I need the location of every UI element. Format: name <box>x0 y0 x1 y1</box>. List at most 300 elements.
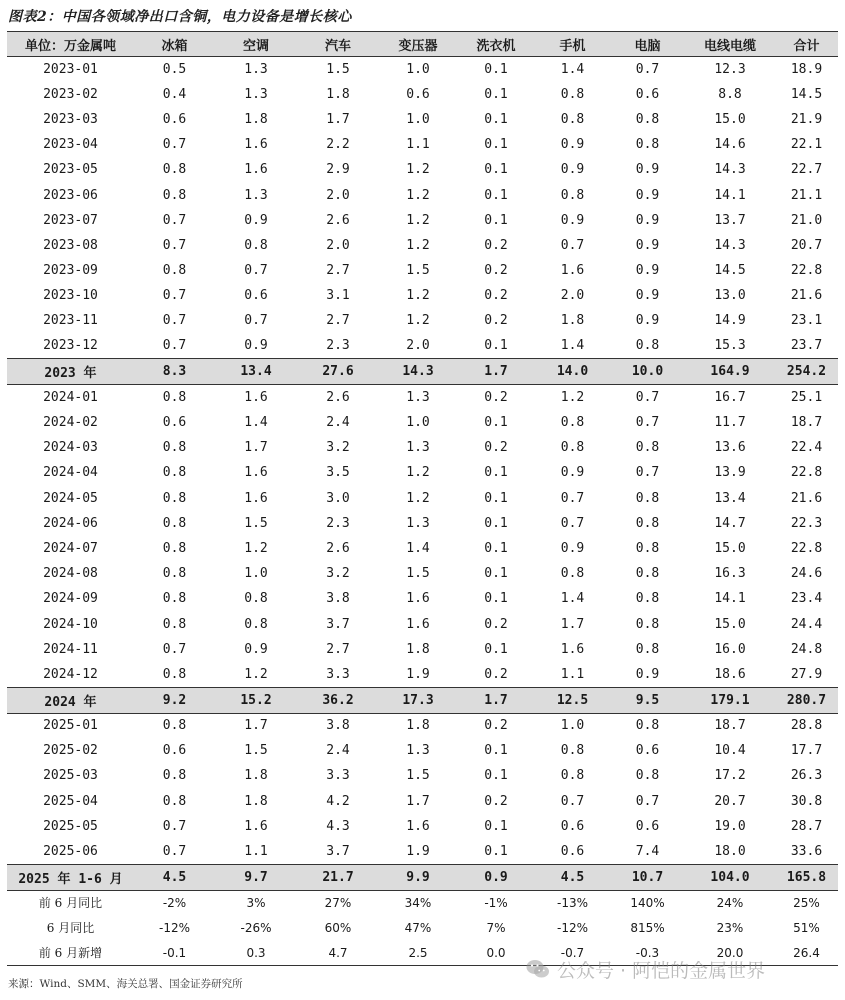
cell-period: 2024-08 <box>43 566 98 582</box>
cell-phone: 1.6 <box>560 641 585 657</box>
header-computer: 电脑 <box>610 32 685 57</box>
cell-washing-machine: 1.7 <box>457 687 535 713</box>
cell-transformer: 1.0 <box>406 415 430 431</box>
cell-air-conditioner: 0.7 <box>244 263 268 279</box>
cell-car: 3.2 <box>326 440 350 456</box>
cell-total: 14.5 <box>790 86 823 102</box>
cell-period: 2023-03 <box>43 111 98 127</box>
cell-air-conditioner: 1.3 <box>244 86 268 102</box>
cell-car: 4.7 <box>297 941 379 966</box>
cell-transformer: 1.8 <box>406 641 430 657</box>
cell-phone: 0.8 <box>560 86 585 102</box>
cell-wire-cable: 14.3 <box>714 237 746 253</box>
cell-car: 60% <box>324 920 352 935</box>
cell-wire-cable: 14.9 <box>714 313 746 329</box>
cell-computer: 0.9 <box>635 212 660 228</box>
cell-transformer: 1.2 <box>406 288 430 304</box>
cell-computer: 140% <box>630 895 665 910</box>
cell-transformer: 14.3 <box>379 359 457 385</box>
cell-transformer: 1.2 <box>406 162 430 178</box>
cell-wire-cable: 14.3 <box>714 162 746 178</box>
cell-washing-machine: 0.1 <box>484 86 508 102</box>
cell-total: 20.7 <box>790 237 823 253</box>
cell-air-conditioner: 1.8 <box>244 111 268 127</box>
cell-period: 2025-06 <box>43 843 98 859</box>
cell-transformer: 1.2 <box>406 490 430 506</box>
cell-washing-machine: 0.2 <box>484 666 508 682</box>
cell-period: 2023-01 <box>43 61 98 77</box>
cell-washing-machine: 0.2 <box>484 793 508 809</box>
table-row <box>7 208 838 233</box>
cell-computer: 0.8 <box>635 338 660 354</box>
cell-period: 2024-01 <box>43 390 98 406</box>
cell-total: 28.8 <box>790 718 823 734</box>
cell-wire-cable: 14.1 <box>714 187 746 203</box>
cell-car: 2.6 <box>326 212 350 228</box>
cell-period: 2024 年 <box>7 687 134 713</box>
cell-total: 22.7 <box>790 162 823 178</box>
cell-transformer: 1.3 <box>406 440 430 456</box>
cell-washing-machine: 0.9 <box>457 864 535 890</box>
cell-phone: 1.6 <box>560 263 585 279</box>
cell-period: 2023-08 <box>43 237 98 253</box>
cell-air-conditioner: 0.3 <box>215 941 297 966</box>
cell-period: 2023-12 <box>43 338 98 354</box>
cell-period: 2023-05 <box>43 162 98 178</box>
cell-computer: 0.8 <box>635 641 660 657</box>
cell-total: 23.7 <box>790 338 823 354</box>
cell-washing-machine: 0.1 <box>484 162 508 178</box>
cell-car: 3.3 <box>326 666 350 682</box>
cell-transformer: 0.6 <box>406 86 430 102</box>
cell-fridge: -0.1 <box>134 941 215 966</box>
cell-air-conditioner: 1.3 <box>244 61 268 77</box>
cell-phone: 0.7 <box>560 793 585 809</box>
cell-wire-cable: 18.7 <box>714 718 746 734</box>
cell-period: 2024-09 <box>43 591 98 607</box>
cell-air-conditioner: 13.4 <box>215 359 297 385</box>
cell-phone: 1.4 <box>560 338 585 354</box>
cell-total: 33.6 <box>790 843 823 859</box>
header-transformer: 变压器 <box>379 32 457 57</box>
cell-washing-machine: 0.1 <box>484 515 508 531</box>
cell-total: 21.6 <box>790 490 823 506</box>
cell-computer: 0.6 <box>635 86 660 102</box>
cell-phone: 14.0 <box>535 359 610 385</box>
cell-wire-cable: 15.3 <box>714 338 746 354</box>
cell-washing-machine: 0.2 <box>484 616 508 632</box>
table-row <box>7 308 838 333</box>
cell-wire-cable: 14.7 <box>714 515 746 531</box>
cell-washing-machine: 0.1 <box>484 490 508 506</box>
cell-washing-machine: 0.1 <box>484 465 508 481</box>
cell-computer: 0.8 <box>635 490 660 506</box>
cell-fridge: 0.7 <box>162 237 187 253</box>
cell-car: 2.2 <box>326 137 350 153</box>
cell-period: 2023 年 <box>7 359 134 385</box>
cell-total: 25.1 <box>790 390 823 406</box>
cell-period: 2023-09 <box>43 263 98 279</box>
cell-fridge: 0.8 <box>162 162 187 178</box>
cell-computer: 0.9 <box>635 162 660 178</box>
cell-air-conditioner: 1.6 <box>244 162 268 178</box>
table-row <box>7 233 838 258</box>
header-unit: 单位：万金属吨 <box>7 32 134 57</box>
cell-transformer: 1.0 <box>406 111 430 127</box>
cell-washing-machine: 0.2 <box>484 313 508 329</box>
cell-air-conditioner: 1.8 <box>244 793 268 809</box>
cell-total: 22.8 <box>790 465 823 481</box>
cell-transformer: 1.1 <box>406 137 430 153</box>
cell-car: 2.4 <box>326 415 350 431</box>
cell-wire-cable: 179.1 <box>685 687 775 713</box>
cell-transformer: 1.5 <box>406 263 430 279</box>
cell-air-conditioner: 0.8 <box>244 591 268 607</box>
cell-period: 2025 年 1-6 月 <box>7 864 134 890</box>
cell-wire-cable: 16.7 <box>714 390 746 406</box>
cell-total: 26.4 <box>775 941 838 966</box>
cell-air-conditioner: 0.9 <box>244 212 268 228</box>
cell-washing-machine: 0.2 <box>484 390 508 406</box>
cell-transformer: 9.9 <box>379 864 457 890</box>
cell-car: 3.7 <box>326 616 350 632</box>
cell-car: 1.5 <box>326 61 350 77</box>
cell-period: 6 月同比 <box>46 921 95 936</box>
table-body <box>7 57 838 966</box>
cell-total: 165.8 <box>775 864 838 890</box>
cell-transformer: 1.5 <box>406 768 430 784</box>
cell-period: 2023-06 <box>43 187 98 203</box>
cell-fridge: 0.8 <box>162 465 187 481</box>
table-row <box>7 258 838 283</box>
cell-computer: -0.3 <box>610 941 685 966</box>
cell-fridge: -12% <box>158 920 190 935</box>
cell-total: 30.8 <box>790 793 823 809</box>
cell-fridge: -2% <box>162 895 187 910</box>
table-total-row <box>7 864 838 890</box>
cell-period: 2023-07 <box>43 212 98 228</box>
cell-computer: 0.9 <box>635 187 660 203</box>
cell-washing-machine: -1% <box>484 895 508 910</box>
cell-total: 17.7 <box>790 743 823 759</box>
cell-air-conditioner: -26% <box>240 920 272 935</box>
cell-transformer: 17.3 <box>379 687 457 713</box>
cell-car: 3.8 <box>326 591 350 607</box>
table-row <box>7 611 838 636</box>
cell-car: 2.3 <box>326 515 350 531</box>
cell-car: 2.7 <box>326 263 350 279</box>
source-note: 来源：Wind、SMM、海关总署、国金证券研究所 <box>8 978 243 990</box>
cell-car: 2.6 <box>326 540 350 556</box>
cell-washing-machine: 0.1 <box>484 641 508 657</box>
cell-total: 22.4 <box>790 440 823 456</box>
cell-air-conditioner: 1.3 <box>244 187 268 203</box>
cell-fridge: 0.7 <box>162 818 187 834</box>
cell-wire-cable: 20.7 <box>714 793 746 809</box>
cell-wire-cable: 15.0 <box>714 616 746 632</box>
cell-car: 3.5 <box>326 465 350 481</box>
cell-transformer: 1.0 <box>406 61 430 77</box>
cell-fridge: 0.4 <box>162 86 187 102</box>
cell-washing-machine: 0.2 <box>484 237 508 253</box>
cell-period: 2024-10 <box>43 616 98 632</box>
cell-phone: 0.9 <box>560 137 585 153</box>
cell-car: 2.6 <box>326 390 350 406</box>
cell-total: 27.9 <box>790 666 823 682</box>
cell-washing-machine: 0.2 <box>484 288 508 304</box>
cell-total: 280.7 <box>775 687 838 713</box>
cell-total: 21.9 <box>790 111 823 127</box>
cell-washing-machine: 1.7 <box>457 359 535 385</box>
cell-air-conditioner: 9.7 <box>215 864 297 890</box>
cell-transformer: 1.2 <box>406 212 430 228</box>
cell-computer: 0.8 <box>635 111 660 127</box>
cell-computer: 0.8 <box>635 616 660 632</box>
cell-wire-cable: 15.0 <box>714 540 746 556</box>
table-row <box>7 713 838 738</box>
cell-air-conditioner: 1.5 <box>244 743 268 759</box>
cell-wire-cable: 16.3 <box>714 566 746 582</box>
cell-phone: 0.9 <box>560 212 585 228</box>
cell-car: 2.0 <box>326 187 350 203</box>
table-stat-row <box>7 890 838 915</box>
cell-air-conditioner: 1.6 <box>244 137 268 153</box>
cell-air-conditioner: 1.0 <box>244 566 268 582</box>
cell-phone: 1.4 <box>560 591 585 607</box>
cell-computer: 0.8 <box>635 137 660 153</box>
cell-phone: -13% <box>556 895 588 910</box>
cell-car: 2.0 <box>326 237 350 253</box>
header-air-conditioner: 空调 <box>215 32 297 57</box>
cell-car: 3.1 <box>326 288 350 304</box>
cell-computer: 0.7 <box>635 390 660 406</box>
cell-total: 51% <box>793 920 820 935</box>
cell-period: 2023-04 <box>43 137 98 153</box>
cell-period: 2024-12 <box>43 666 98 682</box>
cell-fridge: 0.8 <box>162 718 187 734</box>
cell-computer: 0.8 <box>635 515 660 531</box>
cell-fridge: 0.7 <box>162 212 187 228</box>
cell-period: 2025-01 <box>43 718 98 734</box>
cell-total: 21.0 <box>790 212 823 228</box>
cell-total: 22.3 <box>790 515 823 531</box>
cell-transformer: 1.2 <box>406 237 430 253</box>
cell-total: 22.8 <box>790 263 823 279</box>
cell-air-conditioner: 1.2 <box>244 540 268 556</box>
cell-washing-machine: 0.0 <box>457 941 535 966</box>
cell-car: 27% <box>324 895 352 910</box>
table-row <box>7 738 838 763</box>
cell-computer: 0.7 <box>635 465 660 481</box>
cell-air-conditioner: 0.6 <box>244 288 268 304</box>
cell-phone: 0.7 <box>560 490 585 506</box>
table-row <box>7 789 838 814</box>
cell-computer: 0.9 <box>635 313 660 329</box>
cell-wire-cable: 18.6 <box>714 666 746 682</box>
cell-computer: 0.9 <box>635 666 660 682</box>
cell-wire-cable: 13.0 <box>714 288 746 304</box>
cell-wire-cable: 17.2 <box>714 768 746 784</box>
cell-fridge: 0.8 <box>162 540 187 556</box>
cell-computer: 0.8 <box>635 768 660 784</box>
cell-phone: 0.8 <box>560 111 585 127</box>
cell-transformer: 1.3 <box>406 390 430 406</box>
cell-air-conditioner: 1.2 <box>244 666 268 682</box>
cell-total: 21.1 <box>790 187 823 203</box>
cell-air-conditioner: 1.7 <box>244 718 268 734</box>
cell-fridge: 0.8 <box>162 390 187 406</box>
cell-wire-cable: 23% <box>716 920 744 935</box>
cell-air-conditioner: 0.9 <box>244 338 268 354</box>
cell-computer: 0.8 <box>635 718 660 734</box>
cell-fridge: 0.6 <box>162 111 187 127</box>
cell-period: 2024-11 <box>43 641 98 657</box>
cell-air-conditioner: 1.6 <box>244 465 268 481</box>
cell-car: 3.0 <box>326 490 350 506</box>
cell-period: 2025-03 <box>43 768 98 784</box>
cell-air-conditioner: 1.6 <box>244 818 268 834</box>
cell-wire-cable: 8.8 <box>718 86 742 102</box>
table-row <box>7 283 838 308</box>
cell-phone: 0.8 <box>560 566 585 582</box>
cell-computer: 0.7 <box>635 793 660 809</box>
cell-washing-machine: 0.1 <box>484 338 508 354</box>
cell-fridge: 0.6 <box>162 415 187 431</box>
table-row <box>7 132 838 157</box>
cell-washing-machine: 0.1 <box>484 591 508 607</box>
cell-phone: 1.7 <box>560 616 585 632</box>
cell-transformer: 2.5 <box>379 941 457 966</box>
cell-wire-cable: 104.0 <box>685 864 775 890</box>
cell-transformer: 1.6 <box>406 818 430 834</box>
cell-total: 24.6 <box>790 566 823 582</box>
cell-wire-cable: 13.4 <box>714 490 746 506</box>
cell-fridge: 4.5 <box>134 864 215 890</box>
cell-total: 22.8 <box>790 540 823 556</box>
cell-transformer: 1.9 <box>406 843 430 859</box>
cell-phone: 4.5 <box>535 864 610 890</box>
cell-total: 24.8 <box>790 641 823 657</box>
cell-fridge: 0.8 <box>162 591 187 607</box>
cell-period: 2024-06 <box>43 515 98 531</box>
cell-washing-machine: 0.2 <box>484 263 508 279</box>
cell-period: 2023-10 <box>43 288 98 304</box>
cell-wire-cable: 13.7 <box>714 212 746 228</box>
cell-computer: 815% <box>630 920 665 935</box>
cell-computer: 0.7 <box>635 61 660 77</box>
cell-total: 23.4 <box>790 591 823 607</box>
cell-wire-cable: 12.3 <box>714 61 746 77</box>
cell-period: 2024-04 <box>43 465 98 481</box>
cell-air-conditioner: 0.8 <box>244 616 268 632</box>
table-row <box>7 763 838 788</box>
header-car: 汽车 <box>297 32 379 57</box>
cell-car: 4.2 <box>326 793 350 809</box>
cell-wire-cable: 13.9 <box>714 465 746 481</box>
cell-fridge: 0.8 <box>162 793 187 809</box>
cell-computer: 0.8 <box>635 566 660 582</box>
cell-car: 3.2 <box>326 566 350 582</box>
cell-computer: 0.8 <box>635 540 660 556</box>
header-fridge: 冰箱 <box>134 32 215 57</box>
cell-phone: 0.6 <box>560 818 585 834</box>
cell-transformer: 1.7 <box>406 793 430 809</box>
cell-car: 2.7 <box>326 313 350 329</box>
cell-computer: 0.7 <box>635 415 660 431</box>
cell-wire-cable: 164.9 <box>685 359 775 385</box>
cell-washing-machine: 0.1 <box>484 415 508 431</box>
cell-total: 25% <box>793 895 820 910</box>
cell-air-conditioner: 1.7 <box>244 440 268 456</box>
cell-period: 2024-02 <box>43 415 98 431</box>
table-row <box>7 157 838 182</box>
cell-air-conditioner: 0.7 <box>244 313 268 329</box>
table-stat-row <box>7 941 838 966</box>
cell-wire-cable: 11.7 <box>714 415 746 431</box>
cell-total: 24.4 <box>790 616 823 632</box>
cell-fridge: 0.7 <box>162 137 187 153</box>
copper-export-table <box>7 31 838 966</box>
table-row <box>7 536 838 561</box>
cell-phone: 0.7 <box>560 237 585 253</box>
header-washing-machine: 洗衣机 <box>457 32 535 57</box>
cell-wire-cable: 18.0 <box>714 843 746 859</box>
cell-transformer: 1.5 <box>406 566 430 582</box>
cell-washing-machine: 0.2 <box>484 718 508 734</box>
table-row <box>7 82 838 107</box>
cell-phone: 12.5 <box>535 687 610 713</box>
cell-air-conditioner: 1.5 <box>244 515 268 531</box>
table-row <box>7 637 838 662</box>
cell-period: 2024-03 <box>43 440 98 456</box>
cell-period: 2025-02 <box>43 743 98 759</box>
cell-phone: 2.0 <box>560 288 585 304</box>
cell-fridge: 0.7 <box>162 843 187 859</box>
cell-car: 3.8 <box>326 718 350 734</box>
cell-period: 2023-11 <box>43 313 98 329</box>
cell-wire-cable: 19.0 <box>714 818 746 834</box>
cell-computer: 10.0 <box>610 359 685 385</box>
cell-computer: 9.5 <box>610 687 685 713</box>
table-row <box>7 57 838 82</box>
cell-phone: 0.7 <box>560 515 585 531</box>
table-row <box>7 182 838 207</box>
cell-phone: -12% <box>556 920 588 935</box>
cell-air-conditioner: 1.6 <box>244 490 268 506</box>
cell-transformer: 47% <box>404 920 432 935</box>
cell-transformer: 1.6 <box>406 616 430 632</box>
cell-phone: 0.8 <box>560 187 585 203</box>
cell-air-conditioner: 3% <box>246 895 266 910</box>
cell-wire-cable: 10.4 <box>714 743 746 759</box>
cell-air-conditioner: 1.4 <box>244 415 268 431</box>
header-wire-cable: 电线电缆 <box>685 32 775 57</box>
header-total: 合计 <box>775 32 838 57</box>
cell-car: 4.3 <box>326 818 350 834</box>
cell-phone: 0.8 <box>560 440 585 456</box>
cell-fridge: 0.6 <box>162 743 187 759</box>
cell-transformer: 1.2 <box>406 313 430 329</box>
cell-computer: 0.8 <box>635 440 660 456</box>
cell-total: 23.1 <box>790 313 823 329</box>
cell-computer: 7.4 <box>635 843 660 859</box>
cell-washing-machine: 0.1 <box>484 540 508 556</box>
cell-fridge: 0.8 <box>162 490 187 506</box>
cell-wire-cable: 14.5 <box>714 263 746 279</box>
cell-phone: 1.0 <box>560 718 585 734</box>
cell-washing-machine: 0.2 <box>484 440 508 456</box>
cell-period: 2025-05 <box>43 818 98 834</box>
